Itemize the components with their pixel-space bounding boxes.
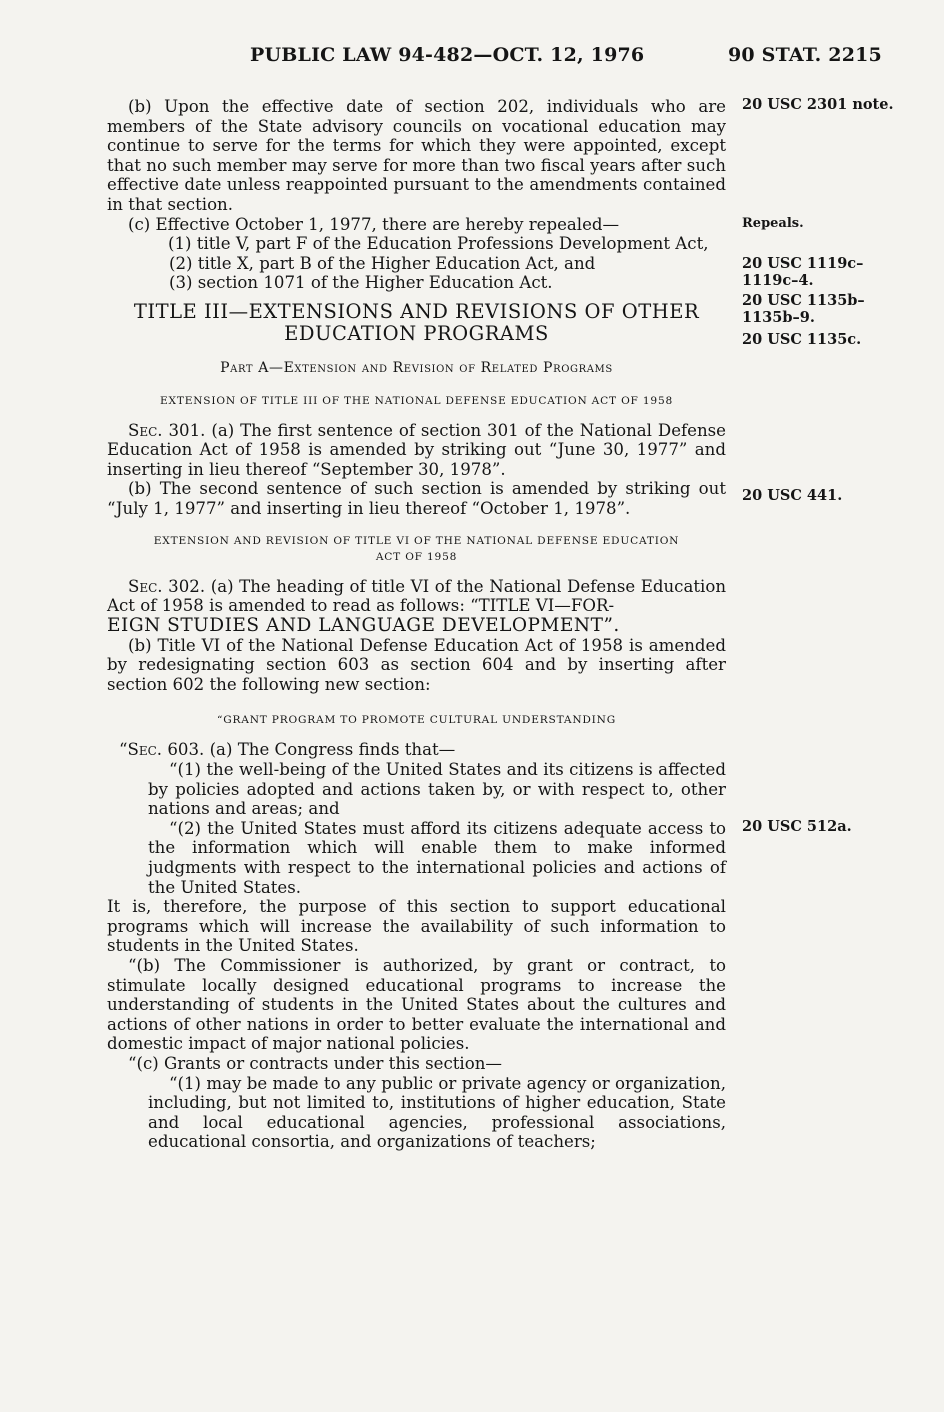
repeal-item-1: (1) title V, part F of the Education Professions Development Act, xyxy=(168,234,709,254)
section-301-heading: EXTENSION OF TITLE III OF THE NATIONAL DEFENSE EDUCATION ACT OF 1958 xyxy=(159,394,674,407)
section-301-b: (b) The second sentence of such section is amended by striking out “July 1, 1977” and inserting in lieu thereof “October 1, 1978”. xyxy=(107,479,726,518)
section-302-b: (b) Title VI of the National Defense Education Act of 1958 is amended by redesignating section 603 as section 604 and by inserting after section 602 the following new section: xyxy=(107,635,726,694)
margin-note-1135c: 20 USC 1135c. xyxy=(742,331,862,348)
repeal-item-2: (2) title X, part B of the Higher Education Act, and xyxy=(169,253,596,273)
section-302-a: Sec. 302. (a) The heading of title VI of the National Defense Education Act of 1958 is amended to read as follows: “TITLE VI—FOR- xyxy=(107,576,727,616)
section-603-heading: “GRANT PROGRAM TO PROMOTE CULTURAL UNDERSTANDING xyxy=(216,714,616,727)
repeal-item-3: (3) section 1071 of the Higher Education Act. xyxy=(169,273,553,293)
section-603-b: “(b) The Commissioner is authorized, by grant or contract, to stimulate locally designed educational programs to increase the understanding of students in the United States about the cultures and actions of other nations in order to better evaluate the international and domestic impact of major national policies. xyxy=(107,956,726,1054)
page-number-stat: 90 STAT. 2215 xyxy=(728,44,882,66)
margin-note-repeals: Repeals. xyxy=(742,216,804,231)
margin-note-2301: 20 USC 2301 note. xyxy=(742,96,894,113)
paragraph-c: (c) Effective October 1, 1977, there are hereby repealed— xyxy=(128,214,620,234)
section-603-purpose: It is, therefore, the purpose of this section to support educational programs which will increase the availability of such information to students in the United States. xyxy=(107,897,726,956)
section-302-heading: EXTENSION AND REVISION OF TITLE VI OF THE NATIONAL DEFENSE EDUCATION ACT OF 1958 xyxy=(153,534,680,563)
part-a-heading: Part A—Extension and Revision of Related Programs xyxy=(220,359,613,376)
margin-note-441: 20 USC 441. xyxy=(742,487,843,504)
section-603-a-2: “(2) the United States must afford its citizens adequate access to the information which will enable them to make informed judgments with respect to the international policies and actions of the United States. xyxy=(148,818,726,897)
margin-note-512a: 20 USC 512a. xyxy=(742,818,852,835)
title-three-heading: TITLE III—EXTENSIONS AND REVISIONS OF OTHER EDUCATION PROGRAMS xyxy=(133,299,700,345)
section-603-c: “(c) Grants or contracts under this section— xyxy=(128,1053,502,1073)
margin-note-1135b: 20 USC 1135b–1135b–9. xyxy=(742,292,865,326)
paragraph-b: (b) Upon the effective date of section 202, individuals who are members of the State advisory councils on vocational education may continue to serve for the terms for which they were appointed, except that no such member may serve for more than two fiscal years after such effective date unless reappointed pursuant to the amendments contained in that section. xyxy=(107,97,726,214)
section-603-a-1: “(1) the well-being of the United States and its citizens is affected by policies adopted and actions taken by, or with respect to, other nations and areas; and xyxy=(148,760,726,819)
title-six-new-heading: EIGN STUDIES AND LANGUAGE DEVELOPMENT”. xyxy=(107,614,620,636)
section-603-a: “Sec. 603. (a) The Congress finds that— xyxy=(119,740,456,760)
body-text xyxy=(107,97,726,1152)
running-header-left: PUBLIC LAW 94-482—OCT. 12, 1976 xyxy=(250,44,645,66)
section-301-a: Sec. 301. (a) The first sentence of section 301 of the National Defense Education Act of 1958 is amended by striking out “June 30, 1977” and inserting in lieu thereof “September 30, 1978”. xyxy=(107,420,726,479)
section-603-c-1: “(1) may be made to any public or private agency or organization, including, but not limited to, institutions of higher education, State and local educational agencies, professional associations, educational consortia, and organizations of teachers; xyxy=(148,1073,726,1152)
margin-note-1119c: 20 USC 1119c–1119c–4. xyxy=(742,255,864,289)
